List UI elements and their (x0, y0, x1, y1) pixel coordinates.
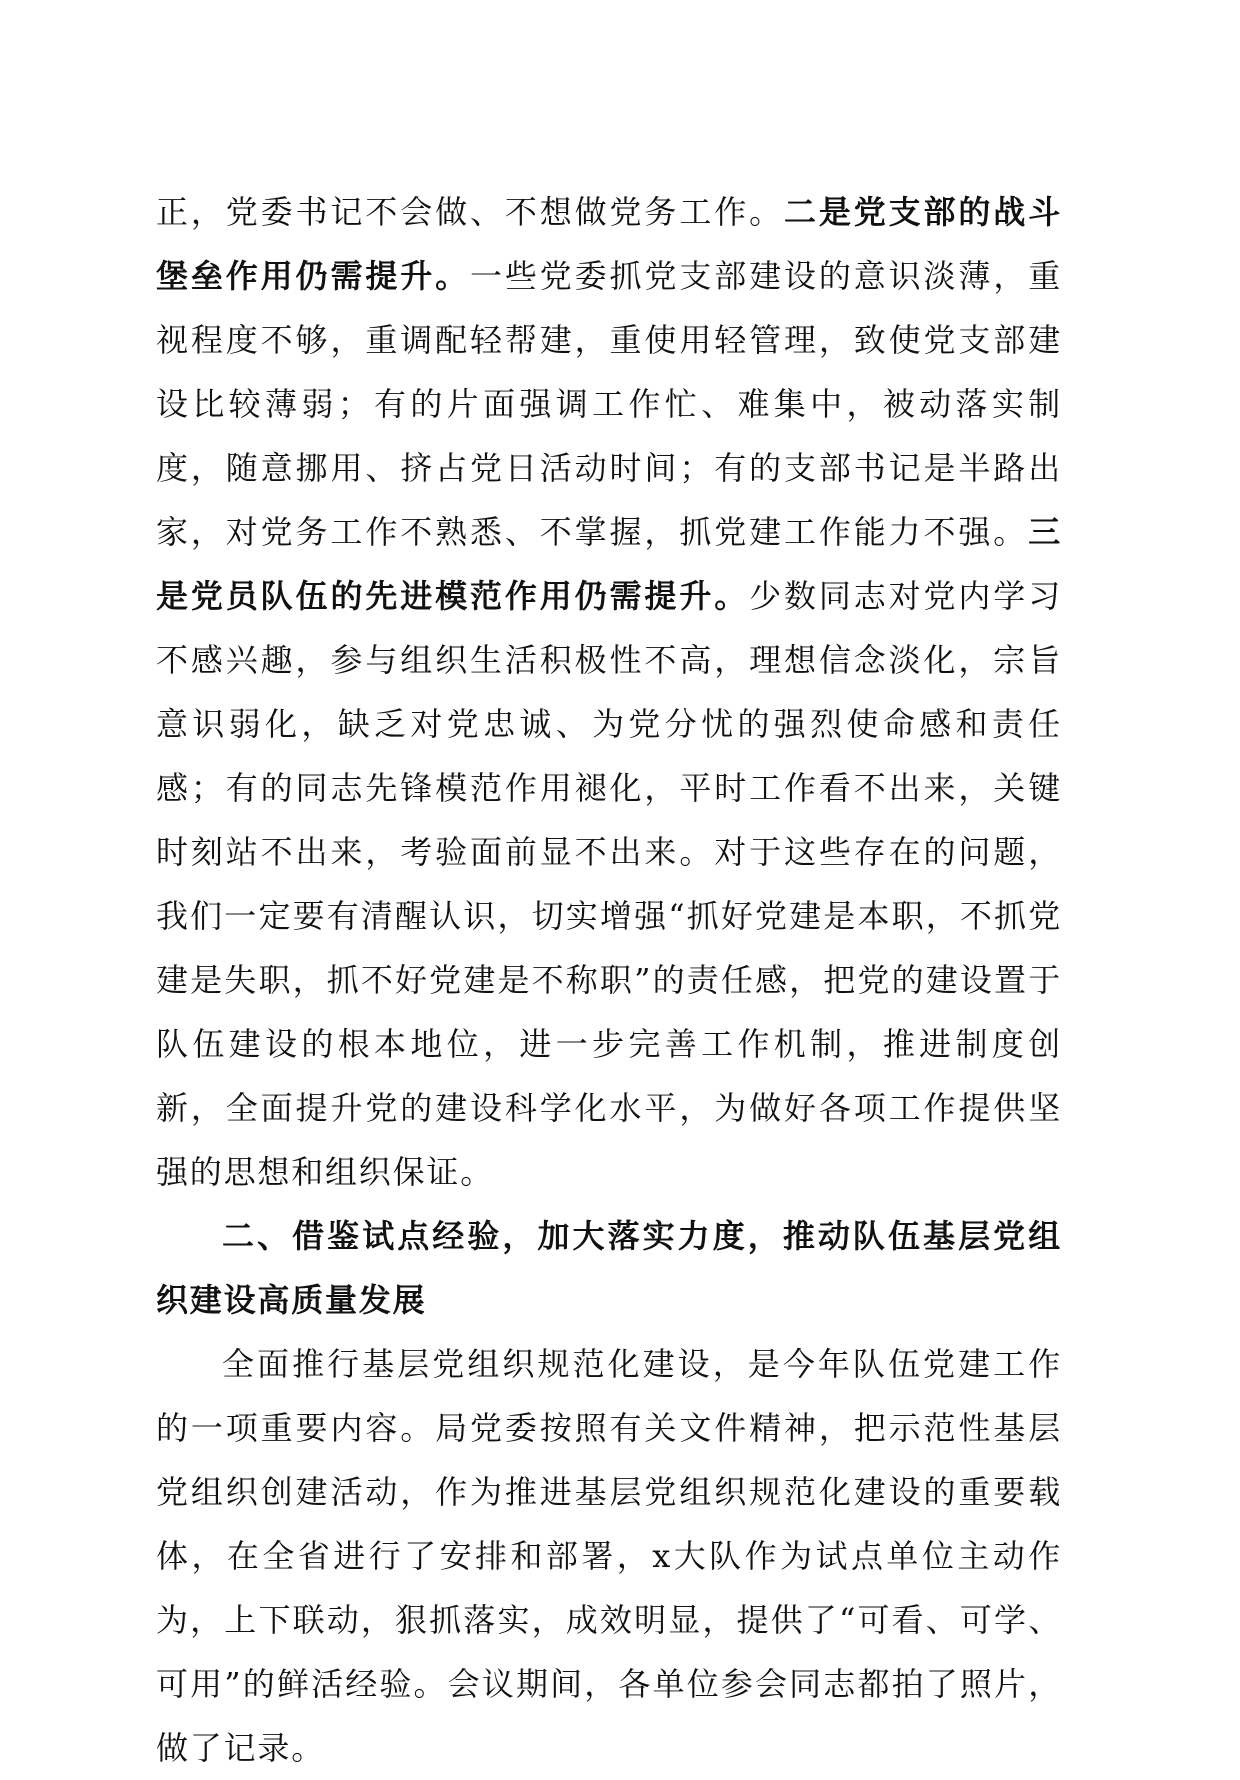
text-run: 少数同志对党内学习不感兴趣，参与组织生活积极性不高，理想信念淡化，宗旨意识弱化，缺乏对党忠诚、为党分忧的强烈使命感和责任感；有的同志先锋模范作用褪化，平时工作看不出来，关键时刻站不出来，考验面前显不出来。对于这些存在的问题，我们一定要有清醒认识，切实增强“抓好党建是本职，不抓党建是失职，抓不好党建是不称职”的责任感，把党的建设置于队伍建设的根本地位，进一步完善工作机制，推进制度创新，全面提升党的建设科学化水平，为做好各项工作提供坚强的思想和组织保证。 (156, 577, 1062, 1191)
section-heading-2: 二、借鉴试点经验，加大落实力度，推动队伍基层党组织建设高质量发展 (156, 1217, 1062, 1319)
paragraph-pilot-experience: 全面推行基层党组织规范化建设，是今年队伍党建工作的一项重要内容。局党委按照有关文件精神，把示范性基层党组织创建活动，作为推进基层党组织规范化建设的重要载体，在全省进行了安排和部署，x大队作为试点单位主动作为，上下联动，狠抓落实，成效明显，提供了“可看、可学、可用”的鲜活经验。会议期间，各单位参会同志都拍了照片，做了记录。 (156, 1345, 1062, 1767)
text-run: 一些党委抓党支部建设的意识淡薄，重视程度不够，重调配轻帮建，重使用轻管理，致使党支部建设比较薄弱；有的片面强调工作忙、难集中，被动落实制度，随意挪用、挤占党日活动时间；有的支部书记是半路出家，对党务工作不熟悉、不掌握，抓党建工作能力不强。 (156, 257, 1063, 551)
text-run: 正，党委书记不会做、不想做党务工作。 (156, 193, 784, 231)
paragraph-party-issues (156, 180, 1062, 1204)
document-body (156, 180, 1062, 1780)
bold-point-members: 三是党员队伍的先进模范作用仍需提升。 (156, 513, 1062, 615)
bold-point-branch: 二是党支部的战斗堡垒作用仍需提升。 (156, 193, 1062, 295)
